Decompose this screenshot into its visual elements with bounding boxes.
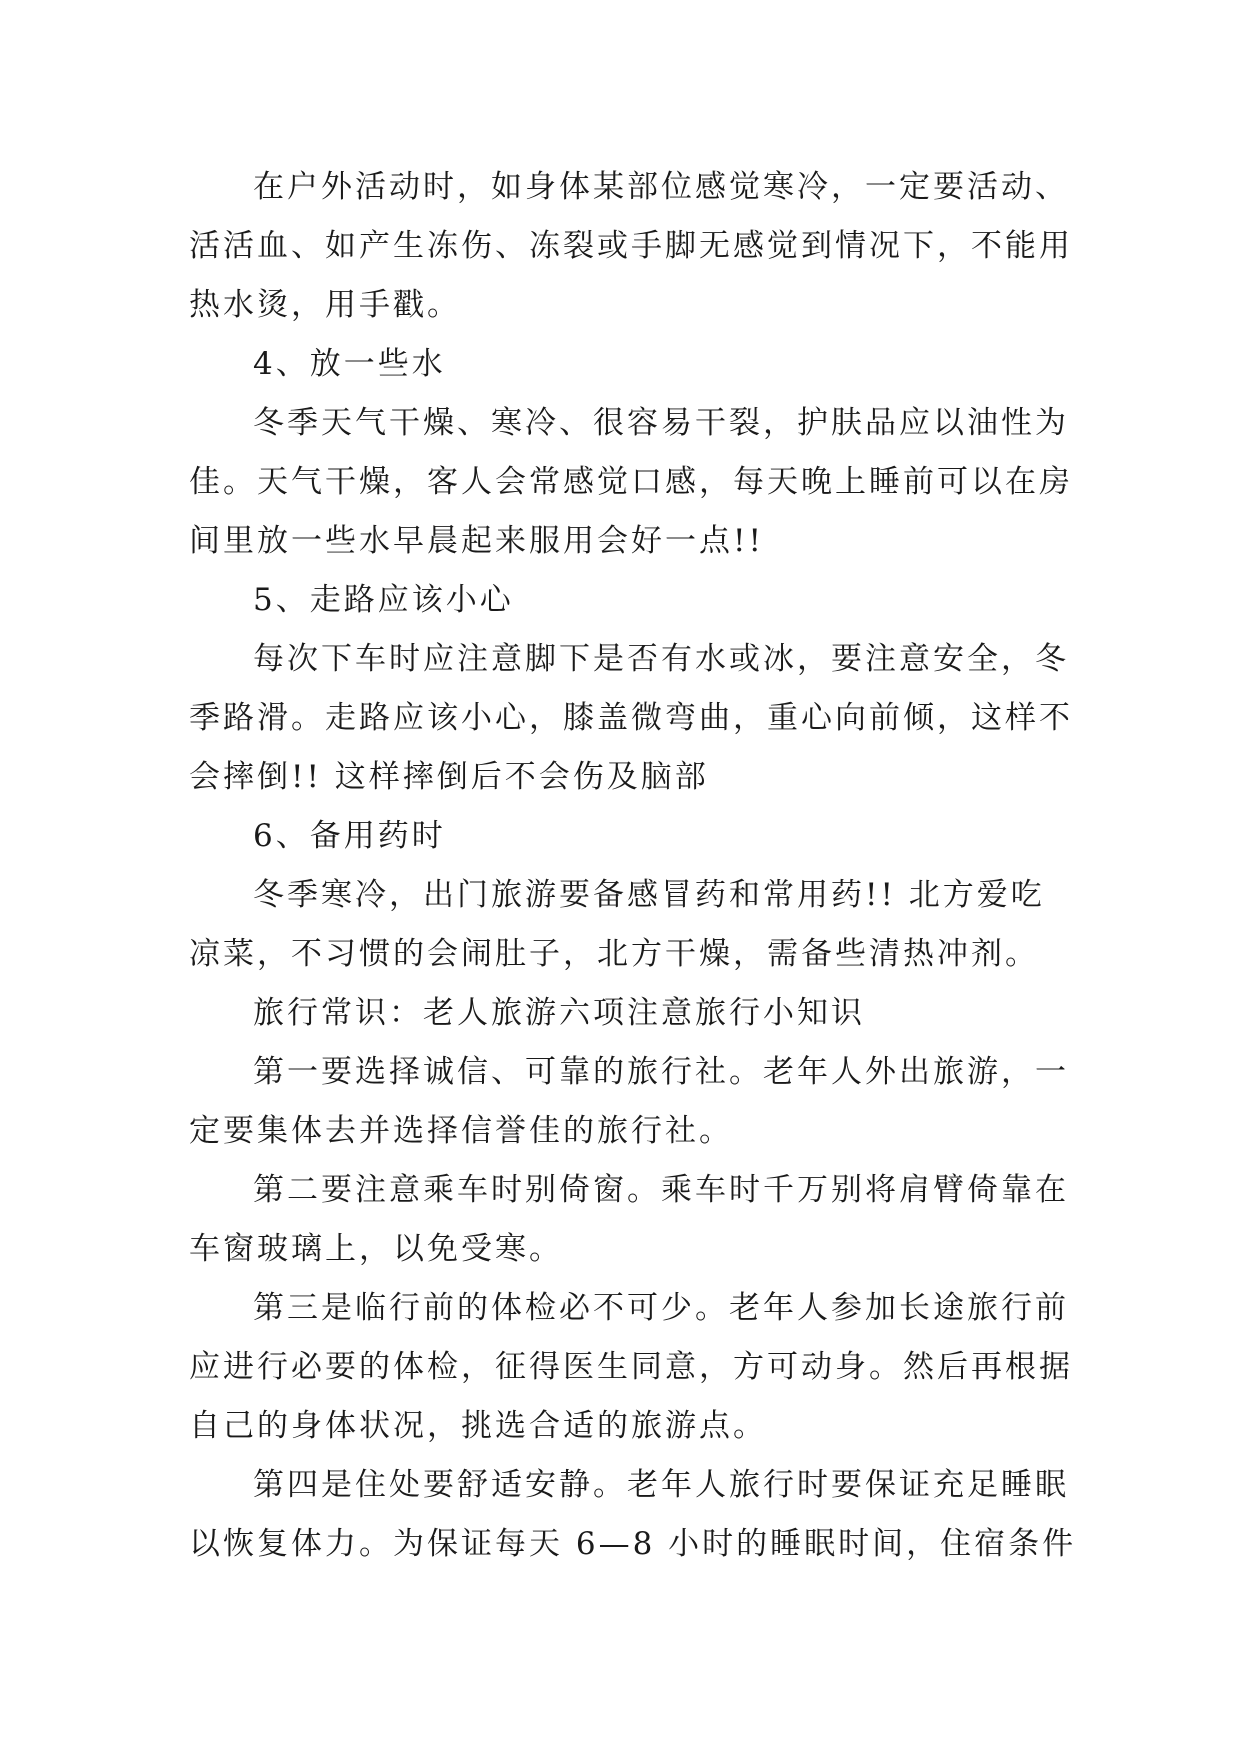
text-line: 第三是临行前的体检必不可少。老年人参加长途旅行前 [253, 1290, 1069, 1326]
text-line: 冬季天气干燥、寒冷、很容易干裂，护肤品应以油性为 [253, 405, 1069, 441]
text-line: 在户外活动时，如身体某部位感觉寒冷，一定要活动、 [253, 169, 1069, 205]
text-line: 凉菜，不习惯的会闹肚子，北方干燥，需备些清热冲剂。 [189, 936, 1039, 972]
text-line: 活活血、如产生冻伤、冻裂或手脚无感觉到情况下，不能用 [189, 228, 1073, 264]
paragraph-slippery-road [189, 630, 1073, 807]
text-line: 每次下车时应注意脚下是否有水或冰，要注意安全，冬 [253, 641, 1069, 677]
document-body [189, 158, 1077, 1574]
section-heading: 6、备用药时 [253, 818, 446, 854]
text-line: 以恢复体力。为保证每天 6—8 小时的睡眠时间，住宿条件 [189, 1526, 1077, 1562]
section-heading: 5、走路应该小心 [253, 582, 514, 618]
paragraph-tip-2 [189, 1161, 1069, 1279]
text-line: 季路滑。走路应该小心，膝盖微弯曲，重心向前倾，这样不 [189, 700, 1073, 736]
section-heading: 4、放一些水 [253, 346, 446, 382]
text-line: 冬季寒冷，出门旅游要备感冒药和常用药!! 北方爱吃 [253, 877, 1045, 913]
text-line: 第四是住处要舒适安静。老年人旅行时要保证充足睡眠 [253, 1467, 1069, 1503]
text-line: 应进行必要的体检，征得医生同意，方可动身。然后再根据 [189, 1349, 1073, 1385]
text-line: 第二要注意乘车时别倚窗。乘车时千万别将肩臂倚靠在 [253, 1172, 1069, 1208]
heading-travel-tips [189, 984, 1069, 1043]
paragraph-tip-4 [189, 1456, 1077, 1574]
heading-walk-carefully [189, 571, 1069, 630]
paragraph-medicine [189, 866, 1069, 984]
paragraph-tip-1 [189, 1043, 1069, 1161]
text-line: 第一要选择诚信、可靠的旅行社。老年人外出旅游，一 [253, 1054, 1069, 1090]
paragraph-outdoor-cold [189, 158, 1073, 335]
text-line: 热水烫，用手戳。 [189, 287, 461, 323]
paragraph-tip-3 [189, 1279, 1073, 1456]
text-line: 佳。天气干燥，客人会常感觉口感，每天晚上睡前可以在房 [189, 464, 1073, 500]
heading-put-water [189, 335, 1069, 394]
section-heading: 旅行常识：老人旅游六项注意旅行小知识 [253, 995, 865, 1031]
paragraph-dry-weather [189, 394, 1073, 571]
text-line: 定要集体去并选择信誉佳的旅行社。 [189, 1113, 733, 1149]
text-line: 自己的身体状况，挑选合适的旅游点。 [189, 1408, 767, 1444]
text-line: 间里放一些水早晨起来服用会好一点!! [189, 523, 764, 559]
text-line: 车窗玻璃上，以免受寒。 [189, 1231, 563, 1267]
heading-medicine [189, 807, 1069, 866]
text-line: 会摔倒!! 这样摔倒后不会伤及脑部 [189, 759, 709, 795]
